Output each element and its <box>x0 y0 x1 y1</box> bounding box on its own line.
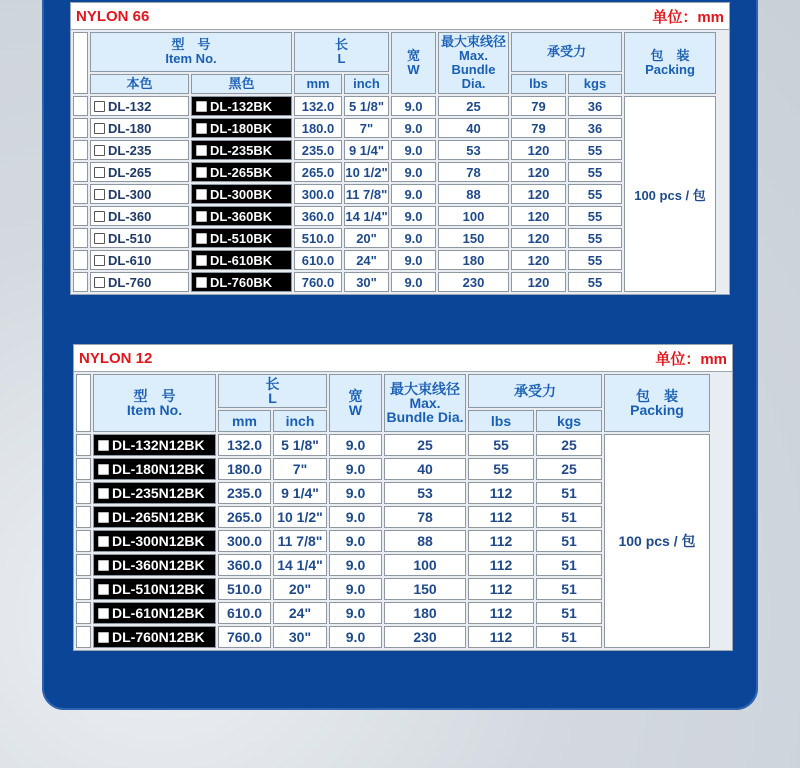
bundle-cell: 53 <box>438 140 509 160</box>
checkbox[interactable] <box>196 101 207 112</box>
header-natural: 本色 <box>90 74 189 94</box>
black-item-cell <box>93 626 216 648</box>
black-item-cell <box>93 578 216 600</box>
header-mm: mm <box>218 410 271 432</box>
item-code: DL-235BK <box>210 142 273 158</box>
mm-cell: 760.0 <box>294 272 342 292</box>
black-item-cell <box>93 458 216 480</box>
checkbox[interactable] <box>98 632 109 643</box>
checkbox[interactable] <box>98 464 109 475</box>
kgs-cell: 51 <box>536 602 602 624</box>
mm-cell: 360.0 <box>294 206 342 226</box>
width-cell: 9.0 <box>391 140 436 160</box>
inch-cell: 14 1/4" <box>344 206 389 226</box>
lbs-cell: 120 <box>511 250 566 270</box>
mm-cell: 300.0 <box>218 530 271 552</box>
row-marker <box>76 458 91 480</box>
black-item-cell <box>191 272 292 292</box>
header-inch: inch <box>344 74 389 94</box>
checkbox[interactable] <box>196 255 207 266</box>
black-item-cell <box>191 206 292 226</box>
item-code: DL-300BK <box>210 186 273 202</box>
kgs-cell: 51 <box>536 530 602 552</box>
table-row <box>73 272 716 292</box>
table-row <box>73 206 716 226</box>
row-marker <box>76 602 91 624</box>
bundle-cell: 25 <box>384 434 466 456</box>
width-cell: 9.0 <box>329 482 382 504</box>
lbs-cell: 120 <box>511 184 566 204</box>
inch-cell: 24" <box>344 250 389 270</box>
header-kgs: kgs <box>568 74 622 94</box>
item-code: DL-265BK <box>210 164 273 180</box>
lbs-cell: 79 <box>511 118 566 138</box>
kgs-cell: 36 <box>568 96 622 116</box>
mm-cell: 610.0 <box>294 250 342 270</box>
item-code: DL-360BK <box>210 208 273 224</box>
kgs-cell: 51 <box>536 482 602 504</box>
table-row <box>73 162 716 182</box>
header-mm: mm <box>294 74 342 94</box>
kgs-cell: 55 <box>568 162 622 182</box>
row-marker <box>73 118 88 138</box>
black-item-cell <box>191 96 292 116</box>
nylon66-title: NYLON 66 <box>76 7 150 25</box>
bundle-cell: 100 <box>438 206 509 226</box>
lbs-cell: 120 <box>511 228 566 248</box>
inch-cell: 20" <box>344 228 389 248</box>
table-row <box>73 250 716 270</box>
nylon12-grid <box>74 372 712 650</box>
black-item-cell <box>191 162 292 182</box>
mm-cell: 235.0 <box>218 482 271 504</box>
natural-item-cell <box>90 162 189 182</box>
item-code: DL-235N12BK <box>112 485 205 501</box>
inch-cell: 11 7/8" <box>344 184 389 204</box>
mm-cell: 132.0 <box>294 96 342 116</box>
checkbox[interactable] <box>196 145 207 156</box>
item-code: DL-300N12BK <box>112 533 205 549</box>
black-item-cell <box>93 482 216 504</box>
kgs-cell: 51 <box>536 554 602 576</box>
item-code: DL-760N12BK <box>112 629 205 645</box>
item-code: DL-510N12BK <box>112 581 205 597</box>
mm-cell: 510.0 <box>218 578 271 600</box>
row-marker <box>76 626 91 648</box>
lbs-cell: 120 <box>511 140 566 160</box>
table-row <box>76 434 710 456</box>
nylon66-unit: 单位：mm <box>652 8 724 26</box>
checkbox[interactable] <box>94 123 105 134</box>
item-code: DL-610BK <box>210 252 273 268</box>
checkbox[interactable] <box>196 167 207 178</box>
inch-cell: 7" <box>344 118 389 138</box>
bundle-cell: 88 <box>384 530 466 552</box>
width-cell: 9.0 <box>391 118 436 138</box>
black-item-cell <box>93 530 216 552</box>
checkbox[interactable] <box>98 560 109 571</box>
lbs-cell: 120 <box>511 206 566 226</box>
mm-cell: 265.0 <box>294 162 342 182</box>
lbs-cell: 112 <box>468 530 534 552</box>
kgs-cell: 55 <box>568 206 622 226</box>
row-marker <box>76 554 91 576</box>
inch-cell: 30" <box>273 626 327 648</box>
row-marker <box>76 506 91 528</box>
table-row <box>73 96 716 116</box>
row-marker <box>73 162 88 182</box>
kgs-cell: 51 <box>536 506 602 528</box>
checkbox[interactable] <box>98 536 109 547</box>
item-code: DL-180N12BK <box>112 461 205 477</box>
item-code: DL-510BK <box>210 230 273 246</box>
header-length: 长 L <box>218 374 327 408</box>
item-code: DL-300 <box>108 186 152 202</box>
header-black: 黑色 <box>191 74 292 94</box>
checkbox[interactable] <box>98 488 109 499</box>
natural-item-cell <box>90 228 189 248</box>
item-code: DL-610 <box>108 252 152 268</box>
lbs-cell: 112 <box>468 482 534 504</box>
item-code: DL-180 <box>108 120 152 136</box>
width-cell: 9.0 <box>391 206 436 226</box>
item-code: DL-760BK <box>210 274 273 290</box>
row-marker <box>76 482 91 504</box>
inch-cell: 7" <box>273 458 327 480</box>
item-code: DL-360 <box>108 208 152 224</box>
mm-cell: 235.0 <box>294 140 342 160</box>
width-cell: 9.0 <box>329 578 382 600</box>
kgs-cell: 51 <box>536 578 602 600</box>
row-marker <box>73 250 88 270</box>
lbs-cell: 120 <box>511 272 566 292</box>
width-cell: 9.0 <box>391 184 436 204</box>
checkbox[interactable] <box>196 277 207 288</box>
header-width: 宽 W <box>329 374 382 432</box>
mm-cell: 510.0 <box>294 228 342 248</box>
inch-cell: 30" <box>344 272 389 292</box>
checkbox[interactable] <box>196 211 207 222</box>
checkbox[interactable] <box>98 584 109 595</box>
nylon66-grid <box>71 30 718 294</box>
lbs-cell: 120 <box>511 162 566 182</box>
nylon66-table <box>70 2 730 295</box>
checkbox[interactable] <box>98 608 109 619</box>
row-marker <box>73 228 88 248</box>
natural-item-cell <box>90 118 189 138</box>
kgs-cell: 51 <box>536 626 602 648</box>
item-code: DL-235 <box>108 142 152 158</box>
kgs-cell: 55 <box>568 272 622 292</box>
checkbox[interactable] <box>94 145 105 156</box>
lbs-cell: 55 <box>468 434 534 456</box>
bundle-cell: 53 <box>384 482 466 504</box>
width-cell: 9.0 <box>329 602 382 624</box>
kgs-cell: 36 <box>568 118 622 138</box>
inch-cell: 10 1/2" <box>344 162 389 182</box>
lbs-cell: 112 <box>468 506 534 528</box>
mm-cell: 265.0 <box>218 506 271 528</box>
width-cell: 9.0 <box>329 458 382 480</box>
bundle-cell: 150 <box>438 228 509 248</box>
nylon12-unit: 单位：mm <box>655 350 727 368</box>
header-inch: inch <box>273 410 327 432</box>
checkbox[interactable] <box>94 189 105 200</box>
nylon12-title-bar <box>74 345 732 372</box>
lbs-cell: 112 <box>468 578 534 600</box>
width-cell: 9.0 <box>391 162 436 182</box>
header-width: 宽 W <box>391 32 436 94</box>
checkbox[interactable] <box>196 123 207 134</box>
header-tensile: 承受力 <box>468 374 602 408</box>
checkbox[interactable] <box>94 255 105 266</box>
row-marker <box>76 530 91 552</box>
table-row <box>73 228 716 248</box>
checkbox[interactable] <box>196 233 207 244</box>
checkbox[interactable] <box>196 189 207 200</box>
natural-item-cell <box>90 206 189 226</box>
packing-cell: 100 pcs / 包 <box>624 96 716 292</box>
width-cell: 9.0 <box>391 96 436 116</box>
nylon12-title: NYLON 12 <box>79 349 153 367</box>
bundle-cell: 230 <box>438 272 509 292</box>
inch-cell: 20" <box>273 578 327 600</box>
bundle-cell: 230 <box>384 626 466 648</box>
bundle-cell: 180 <box>384 602 466 624</box>
row-marker <box>73 272 88 292</box>
black-item-cell <box>93 506 216 528</box>
kgs-cell: 55 <box>568 228 622 248</box>
mm-cell: 180.0 <box>218 458 271 480</box>
black-item-cell <box>191 118 292 138</box>
mm-cell: 360.0 <box>218 554 271 576</box>
checkbox[interactable] <box>94 277 105 288</box>
width-cell: 9.0 <box>391 272 436 292</box>
header-packing: 包 装 Packing <box>604 374 710 432</box>
header-model: 型 号 Item No. <box>93 374 216 432</box>
inch-cell: 9 1/4" <box>344 140 389 160</box>
width-cell: 9.0 <box>329 530 382 552</box>
natural-item-cell <box>90 140 189 160</box>
width-cell: 9.0 <box>329 506 382 528</box>
table-row <box>73 184 716 204</box>
mm-cell: 760.0 <box>218 626 271 648</box>
inch-cell: 9 1/4" <box>273 482 327 504</box>
row-marker <box>73 96 88 116</box>
natural-item-cell <box>90 250 189 270</box>
item-code: DL-760 <box>108 274 152 290</box>
item-code: DL-265N12BK <box>112 509 205 525</box>
natural-item-cell <box>90 96 189 116</box>
checkbox[interactable] <box>94 167 105 178</box>
width-cell: 9.0 <box>329 626 382 648</box>
header-bundle: 最大束线径 Max. Bundle Dia. <box>384 374 466 432</box>
table-row <box>73 118 716 138</box>
kgs-cell: 25 <box>536 434 602 456</box>
inch-cell: 14 1/4" <box>273 554 327 576</box>
checkbox[interactable] <box>98 512 109 523</box>
bundle-cell: 40 <box>438 118 509 138</box>
lbs-cell: 112 <box>468 602 534 624</box>
black-item-cell <box>93 434 216 456</box>
item-code: DL-132BK <box>210 98 273 114</box>
bundle-cell: 150 <box>384 578 466 600</box>
mm-cell: 132.0 <box>218 434 271 456</box>
inch-cell: 24" <box>273 602 327 624</box>
kgs-cell: 55 <box>568 250 622 270</box>
header-tensile: 承受力 <box>511 32 622 72</box>
header-kgs: kgs <box>536 410 602 432</box>
black-item-cell <box>191 184 292 204</box>
lbs-cell: 112 <box>468 626 534 648</box>
row-marker <box>73 140 88 160</box>
inch-cell: 11 7/8" <box>273 530 327 552</box>
bundle-cell: 40 <box>384 458 466 480</box>
item-code: DL-132N12BK <box>112 437 205 453</box>
inch-cell: 5 1/8" <box>344 96 389 116</box>
bundle-cell: 78 <box>384 506 466 528</box>
bundle-cell: 180 <box>438 250 509 270</box>
kgs-cell: 55 <box>568 184 622 204</box>
natural-item-cell <box>90 272 189 292</box>
lbs-cell: 55 <box>468 458 534 480</box>
row-marker <box>73 206 88 226</box>
header-length: 长 L <box>294 32 389 72</box>
item-code: DL-360N12BK <box>112 557 205 573</box>
item-code: DL-610N12BK <box>112 605 205 621</box>
lbs-cell: 79 <box>511 96 566 116</box>
row-marker <box>76 434 91 456</box>
kgs-cell: 25 <box>536 458 602 480</box>
mm-cell: 180.0 <box>294 118 342 138</box>
corner-cell <box>73 32 88 94</box>
black-item-cell <box>191 228 292 248</box>
packing-cell: 100 pcs / 包 <box>604 434 710 648</box>
header-bundle: 最大束线径 Max. Bundle Dia. <box>438 32 509 94</box>
width-cell: 9.0 <box>329 554 382 576</box>
bundle-cell: 78 <box>438 162 509 182</box>
corner-cell <box>76 374 91 432</box>
header-lbs: lbs <box>511 74 566 94</box>
nylon12-table <box>73 344 733 651</box>
checkbox[interactable] <box>94 233 105 244</box>
width-cell: 9.0 <box>329 434 382 456</box>
checkbox[interactable] <box>94 101 105 112</box>
black-item-cell <box>93 602 216 624</box>
nylon66-title-bar <box>71 3 729 30</box>
width-cell: 9.0 <box>391 250 436 270</box>
checkbox[interactable] <box>98 440 109 451</box>
black-item-cell <box>191 250 292 270</box>
mm-cell: 610.0 <box>218 602 271 624</box>
mm-cell: 300.0 <box>294 184 342 204</box>
width-cell: 9.0 <box>391 228 436 248</box>
bundle-cell: 88 <box>438 184 509 204</box>
inch-cell: 10 1/2" <box>273 506 327 528</box>
header-packing: 包 装 Packing <box>624 32 716 94</box>
header-model: 型 号 Item No. <box>90 32 292 72</box>
row-marker <box>76 578 91 600</box>
item-code: DL-510 <box>108 230 152 246</box>
item-code: DL-265 <box>108 164 152 180</box>
natural-item-cell <box>90 184 189 204</box>
black-item-cell <box>93 554 216 576</box>
bundle-cell: 100 <box>384 554 466 576</box>
lbs-cell: 112 <box>468 554 534 576</box>
bundle-cell: 25 <box>438 96 509 116</box>
table-row <box>73 140 716 160</box>
item-code: DL-180BK <box>210 120 273 136</box>
kgs-cell: 55 <box>568 140 622 160</box>
header-lbs: lbs <box>468 410 534 432</box>
checkbox[interactable] <box>94 211 105 222</box>
inch-cell: 5 1/8" <box>273 434 327 456</box>
item-code: DL-132 <box>108 98 152 114</box>
row-marker <box>73 184 88 204</box>
black-item-cell <box>191 140 292 160</box>
